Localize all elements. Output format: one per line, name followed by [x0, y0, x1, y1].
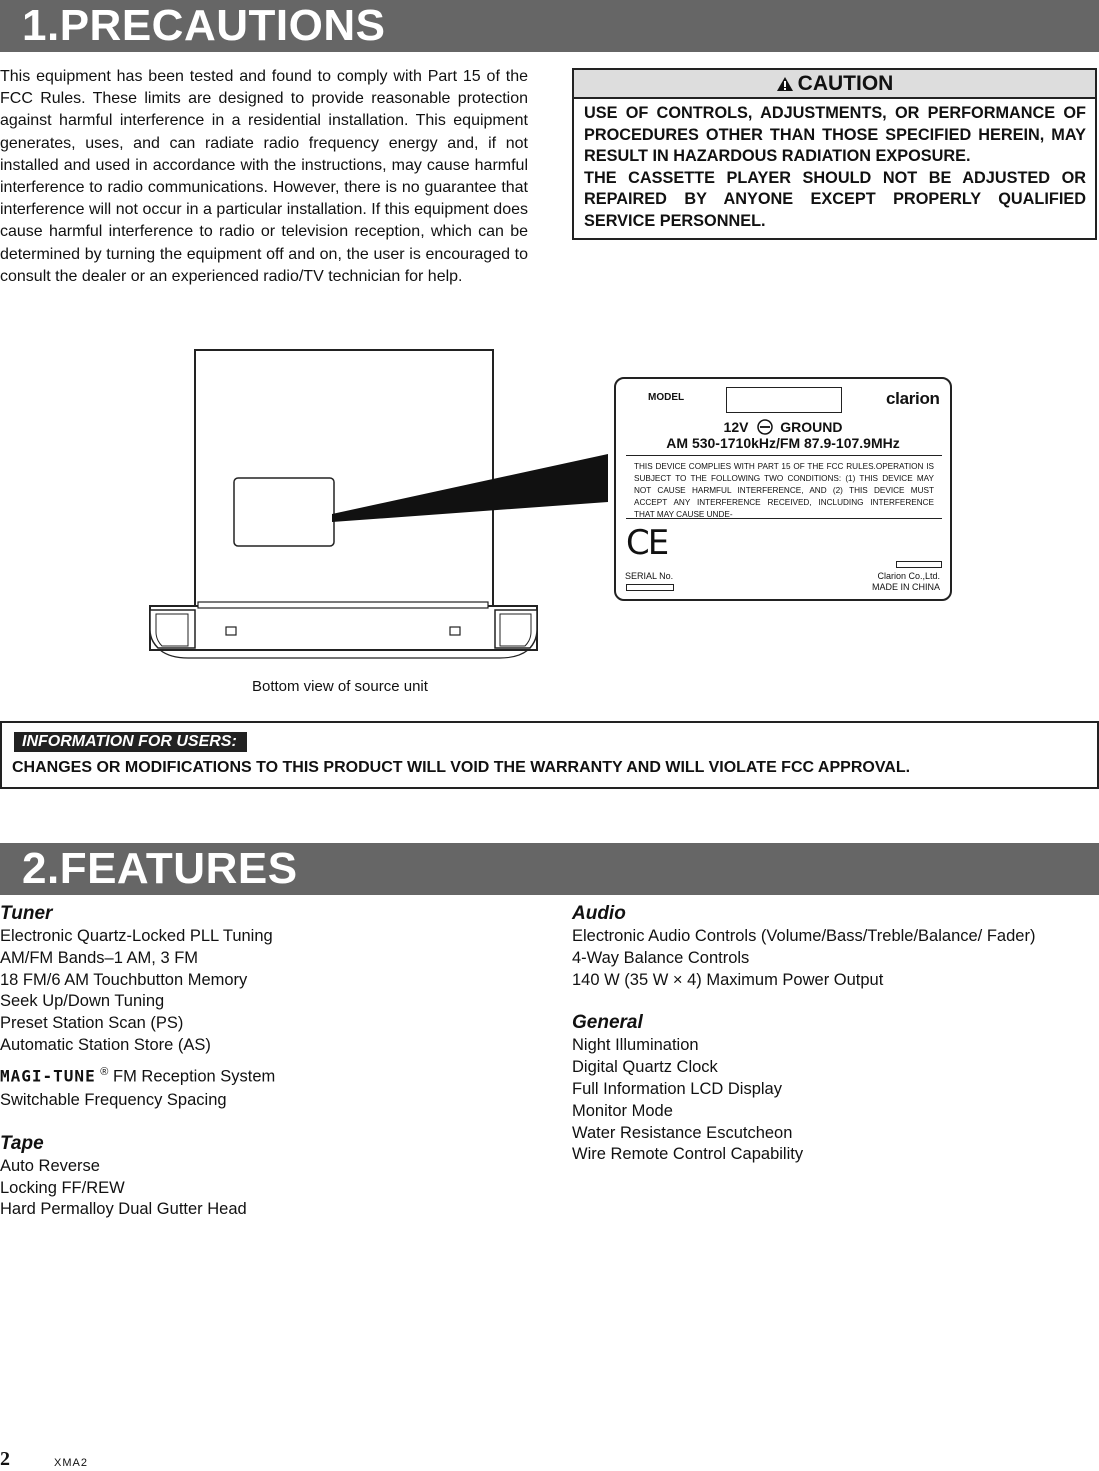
- magi-tune-logo: MAGI-TUNE: [0, 1066, 96, 1086]
- tuner-item: Preset Station Scan (PS): [0, 1014, 184, 1033]
- information-message: CHANGES OR MODIFICATIONS TO THIS PRODUCT WILL VOID THE WARRANTY AND WILL VIOLATE FCC APPROVAL.: [12, 759, 911, 776]
- general-item: Monitor Mode: [572, 1101, 673, 1120]
- label-divider: [626, 455, 942, 456]
- precautions-banner: [0, 0, 1099, 52]
- label-fcc-statement: THIS DEVICE COMPLIES WITH PART 15 OF THE FCC RULES.OPERATION IS SUBJECT TO THE FOLLOWING TWO CONDITIONS: (1) THIS DEVICE MAY NOT CAUSE HARMFUL INTERFERENCE, AND (2) THIS DEVICE MUST ACCEPT ANY INTERFERENCE RECEIVED, INCLUDING INTERFERENCE THAT MAY CAUSE UNDE-: [634, 462, 934, 519]
- warning-icon: [776, 76, 794, 92]
- information-tag: INFORMATION FOR USERS:: [14, 732, 247, 752]
- rating-label: [614, 377, 952, 601]
- page-number: 2: [0, 1448, 10, 1470]
- label-voltage: 12V: [723, 419, 749, 435]
- tuner-item: Seek Up/Down Tuning: [0, 992, 165, 1011]
- label-serial: SERIAL No.: [625, 571, 674, 581]
- general-heading: General: [572, 1012, 643, 1034]
- negative-ground-icon: [757, 419, 773, 435]
- precautions-title: 1.PRECAUTIONS: [22, 1, 386, 50]
- audio-item: 140 W (35 W × 4) Maximum Power Output: [572, 970, 884, 989]
- label-divider: [626, 518, 942, 519]
- source-unit-bottom-view: [140, 340, 620, 670]
- information-box: [0, 721, 1099, 789]
- label-frequency: AM 530-1710kHz/FM 87.9-107.9MHz: [666, 435, 900, 451]
- general-item: Wire Remote Control Capability: [572, 1145, 804, 1164]
- label-model: MODEL: [648, 392, 685, 403]
- general-item: Night Illumination: [572, 1036, 699, 1055]
- caution-text-1: USE OF CONTROLS, ADJUSTMENTS, OR PERFORMANCE OF PROCEDURES OTHER THAN THOSE SPECIFIED HEREIN, MAY RESULT IN HAZARDOUS RADIATION EXPOSURE.: [584, 104, 1086, 165]
- features-title: 2.FEATURES: [22, 844, 298, 893]
- features-right-column: [572, 902, 1092, 1186]
- model-code: XMA2: [54, 1457, 88, 1469]
- ce-mark: CE: [626, 523, 668, 563]
- tuner-item: Switchable Frequency Spacing: [0, 1091, 227, 1110]
- tape-heading: Tape: [0, 1132, 44, 1154]
- caution-heading-bar: [574, 70, 1095, 99]
- label-origin: MADE IN CHINA: [871, 582, 940, 592]
- fcc-intro-paragraph: This equipment has been tested and found to comply with Part 15 of the FCC Rules. These limits are designed to provide reasonable protection against harmful interference in a residential installation. This equipment generates, uses, and can radiate radio frequency energy and, if not installed and used in accordance with the instructions, may cause harmful interference to radio communications. However, there is no guarantee that interference will not occur in a particular installation. If this equipment does cause harmful interference to radio or television reception, which can be determined by turning the equipment off and on, the user is encouraged to consult the dealer or an experienced radio/TV technician for help.: [0, 68, 528, 285]
- tuner-item: AM/FM Bands–1 AM, 3 FM: [0, 948, 199, 967]
- magi-tune-text: FM Reception System: [113, 1067, 276, 1086]
- features-banner: [0, 843, 1099, 895]
- general-item: Water Resistance Escutcheon: [572, 1123, 793, 1142]
- label-maker: Clarion Co.,Ltd.: [877, 571, 940, 581]
- unit-front-panel: [150, 606, 537, 650]
- serial-box: [626, 584, 674, 591]
- tuner-item: 18 FM/6 AM Touchbutton Memory: [0, 970, 248, 989]
- caution-heading: CAUTION: [797, 72, 894, 95]
- tape-item: Auto Reverse: [0, 1156, 100, 1175]
- audio-item: Electronic Audio Controls (Volume/Bass/Treble/Balance/ Fader): [572, 927, 1036, 945]
- audio-heading: Audio: [572, 903, 626, 924]
- general-item: Full Information LCD Display: [572, 1079, 782, 1098]
- registered-mark: ®: [100, 1065, 109, 1078]
- model-box: [726, 387, 842, 413]
- caution-text-2: THE CASSETTE PLAYER SHOULD NOT BE ADJUSTED OR REPAIRED BY ANYONE EXCEPT PROPERLY QUALIFIED SERVICE PERSONNEL.: [584, 168, 1086, 230]
- maker-box: [896, 561, 942, 568]
- tuner-heading: Tuner: [0, 903, 53, 924]
- general-item: Digital Quartz Clock: [572, 1058, 718, 1077]
- tape-item: Locking FF/REW: [0, 1178, 125, 1197]
- tape-item: Hard Permalloy Dual Gutter Head: [0, 1200, 247, 1219]
- caution-box: [572, 68, 1097, 240]
- label-location: [234, 478, 334, 546]
- label-ground: GROUND: [780, 419, 843, 435]
- features-left-column: [0, 902, 520, 1241]
- tuner-item: Automatic Station Store (AS): [0, 1035, 211, 1054]
- clarion-logo: clarion: [886, 389, 940, 408]
- drawing-caption: Bottom view of source unit: [252, 678, 428, 695]
- tuner-item: Electronic Quartz-Locked PLL Tuning: [0, 927, 273, 945]
- audio-item: 4-Way Balance Controls: [572, 948, 750, 967]
